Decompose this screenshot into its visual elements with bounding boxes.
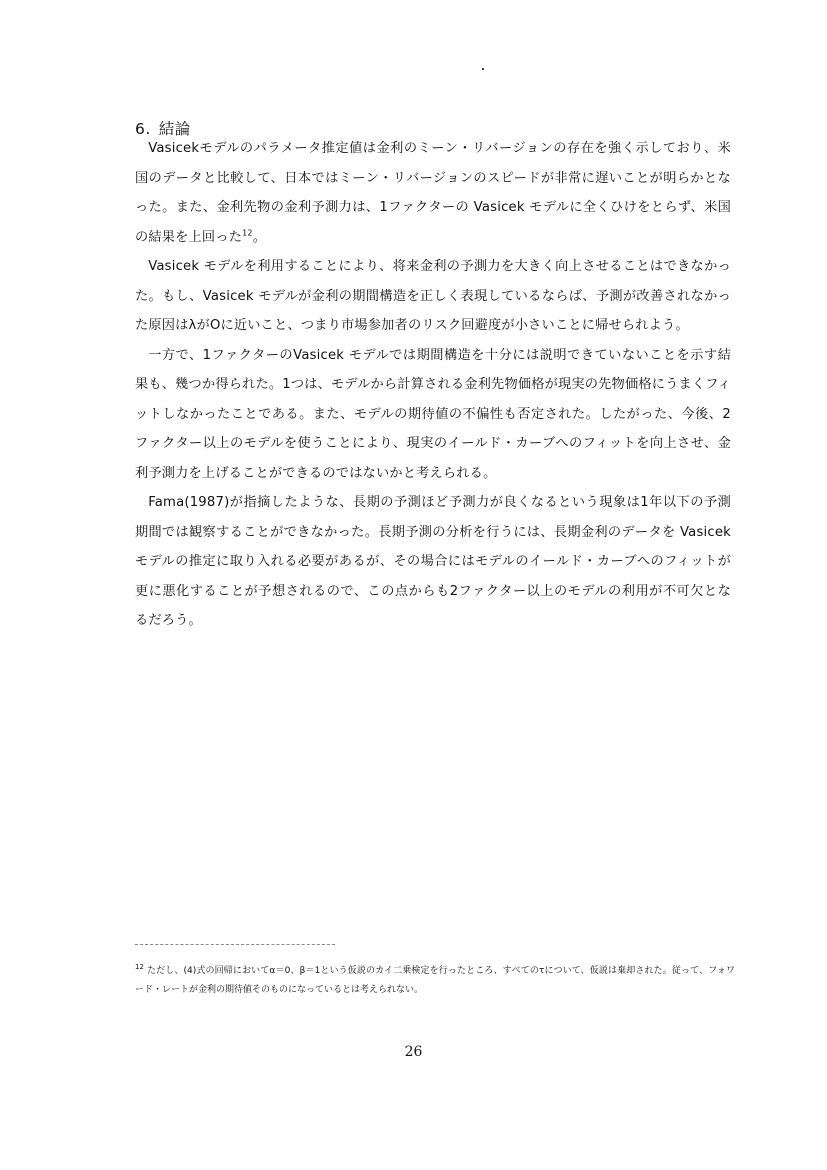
page-number: 26 [404,1044,423,1060]
paragraph-3: 一方で、1ファクターのVasicek モデルでは期間構造を十分には説明できていないことを示す結果も、幾つか得られた。1つは、モデルから計算される金利先物価格が現実の先物価格にうまくフィットしなかったことである。また、モデルの期待値の不偏性も否定された。したがった、今後、2ファクター以上のモデルを使うことにより、現実のイールド・カーブへのフィットを向上させ、金利予測力を上げることができるのではないかと考えられる。 [135,347,731,481]
section-number: 6. [135,119,151,138]
scan-speck [482,68,484,70]
footnote-reference[interactable]: 12 [242,228,253,238]
section-title: 結論 [158,119,191,138]
footnote-divider [135,944,335,945]
paragraph-1 [135,134,731,252]
footnote-mark: 12 [135,963,144,971]
paragraph-1-text: Vasicekモデルのパラメータ推定値は金利のミーン・リバージョンの存在を強く示しており、米国のデータと比較して、日本ではミーン・リバージョンのスピードが非常に遅いことが明らかとなった。また、金利先物の金利予測力は、1ファクターの Vasicek モデルに全くひけをとらず、米国の結果を上回った [135,141,731,245]
section-body [135,134,731,636]
footnote-text: ただし、(4)式の回帰においてα＝0、β＝1という仮説のカイ二乗検定を行ったところ、すべてのτについて、仮説は棄却された。従って、フォワード・レートが金利の期待値そのものになっているとは考えられない。 [135,966,735,995]
paragraph-2: Vasicek モデルを利用することにより、将来金利の予測力を大きく向上させることはできなかった。もし、Vasicek モデルが金利の期間構造を正しく表現しているならば、予測が改善されなかった原因はλがOに近いこと、つまり市場参加者のリスク回避度が小さいことに帰せられよう。 [135,259,731,333]
footnote [135,962,735,1000]
paragraph-4: Fama(1987)が指摘したような、長期の予測ほど予測力が良くなるという現象は1年以下の予測期間では観察することができなかった。長期予測の分析を行うには、長期金利のデータを Vasicek モデルの推定に取り入れる必要があるが、その場合にはモデルのイールド・カーブへのフィットが更に悪化することが予想されるので、この点からも2ファクター以上のモデルの利用が不可欠となるだろう。 [135,495,731,628]
paragraph-1-tail: 。 [252,229,267,245]
